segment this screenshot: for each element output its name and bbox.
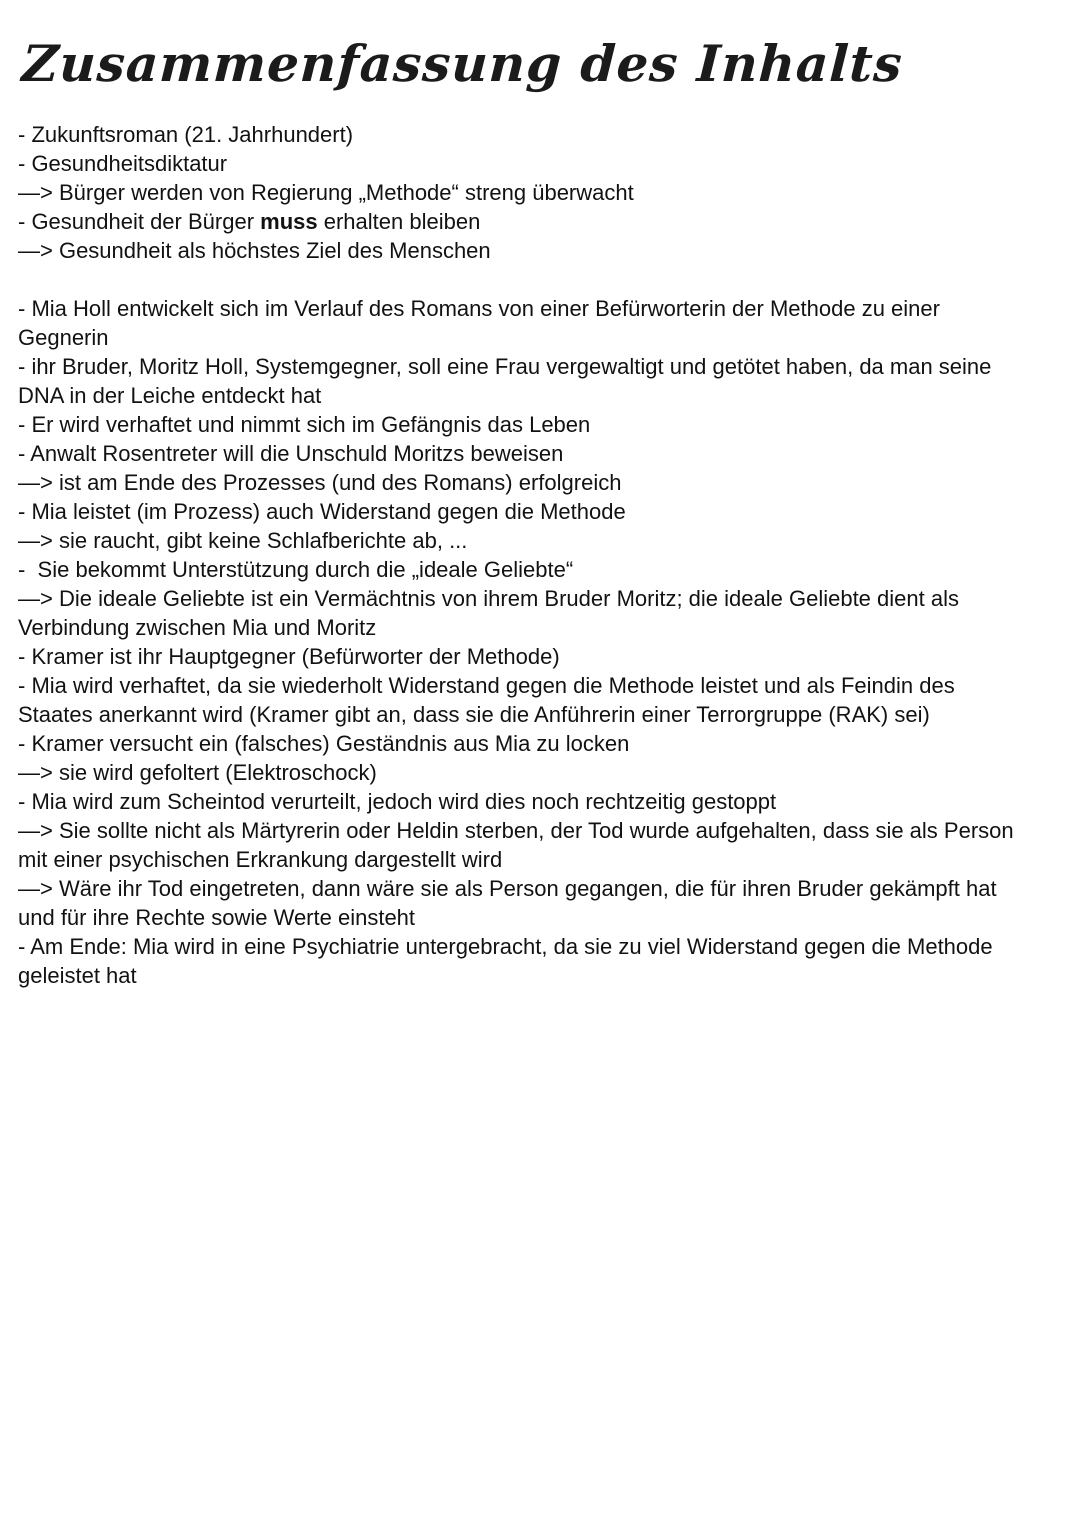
line-text: - ihr Bruder, Moritz Holl, Systemgegner, soll eine Frau vergewaltigt und getötet haben, da man seine DNA in der Leiche entdeckt hat [18, 354, 998, 408]
summary-line [18, 758, 1032, 787]
summary-line [18, 410, 1032, 439]
line-text: —> Die ideale Geliebte ist ein Vermächtnis von ihrem Bruder Moritz; die ideale Geliebte dient als Verbindung zwischen Mia und Moritz [18, 586, 966, 640]
summary-section [18, 294, 1032, 990]
line-text: - Mia Holl entwickelt sich im Verlauf des Romans von einer Befürworterin der Methode zu einer Gegnerin [18, 296, 947, 350]
line-text: —> Gesundheit als höchstes Ziel des Menschen [18, 238, 491, 263]
summary-line [18, 584, 1032, 642]
summary-line [18, 352, 1032, 410]
summary-line [18, 178, 1032, 207]
line-text: - Anwalt Rosentreter will die Unschuld Moritzs beweisen [18, 441, 564, 466]
summary-line [18, 120, 1032, 149]
summary-line [18, 787, 1032, 816]
line-text: - Am Ende: Mia wird in eine Psychiatrie untergebracht, da sie zu viel Widerstand gegen die Methode geleistet hat [18, 934, 999, 988]
emphasized-text: muss [260, 209, 318, 234]
line-text: erhalten bleiben [317, 209, 481, 234]
line-text: - Er wird verhaftet und nimmt sich im Gefängnis das Leben [18, 412, 591, 437]
summary-line [18, 816, 1032, 874]
summary-line [18, 874, 1032, 932]
summary-line [18, 149, 1032, 178]
line-text: - Kramer ist ihr Hauptgegner (Befürworter der Methode) [18, 644, 560, 669]
summary-line [18, 932, 1032, 990]
summary-line [18, 468, 1032, 497]
line-text: —> Sie sollte nicht als Märtyrerin oder Heldin sterben, der Tod wurde aufgehalten, dass sie als Person mit einer psychischen Erkrankung dargestellt wird [18, 818, 1020, 872]
line-text: - Mia wird verhaftet, da sie wiederholt Widerstand gegen die Methode leistet und als Feindin des Staates anerkannt wird (Kramer gibt an, dass sie die Anführerin einer Terrorgruppe (RAK) sei) [18, 673, 961, 727]
line-text: —> sie raucht, gibt keine Schlafberichte ab, ... [18, 528, 468, 553]
summary-line [18, 671, 1032, 729]
page-title [18, 34, 1050, 94]
summary-line [18, 642, 1032, 671]
summary-content [18, 120, 1032, 990]
summary-line [18, 497, 1032, 526]
summary-line [18, 236, 1032, 265]
summary-line [18, 207, 1032, 236]
line-text: —> ist am Ende des Prozesses (und des Romans) erfolgreich [18, 470, 622, 495]
line-text: —> sie wird gefoltert (Elektroschock) [18, 760, 377, 785]
summary-line [18, 526, 1032, 555]
page-title-text: Zusammenfassung des Inhalts [20, 34, 905, 93]
line-text: - Mia wird zum Scheintod verurteilt, jedoch wird dies noch rechtzeitig gestoppt [18, 789, 777, 814]
line-text: - Sie bekommt Unterstützung durch die „ideale Geliebte“ [18, 557, 574, 582]
line-text: - Zukunftsroman (21. Jahrhundert) [18, 122, 354, 147]
line-text: - Gesundheit der Bürger [18, 209, 261, 234]
summary-line [18, 439, 1032, 468]
summary-line [18, 555, 1032, 584]
summary-line [18, 294, 1032, 352]
line-text: - Gesundheitsdiktatur [18, 151, 228, 176]
line-text: - Mia leistet (im Prozess) auch Widerstand gegen die Methode [18, 499, 626, 524]
line-text: —> Bürger werden von Regierung „Methode“ streng überwacht [18, 180, 634, 205]
summary-section [18, 120, 1032, 265]
line-text: —> Wäre ihr Tod eingetreten, dann wäre sie als Person gegangen, die für ihren Bruder gekämpft hat und für ihre Rechte sowie Werte einsteht [18, 876, 1003, 930]
line-text: - Kramer versucht ein (falsches) Geständnis aus Mia zu locken [18, 731, 630, 756]
summary-line [18, 729, 1032, 758]
